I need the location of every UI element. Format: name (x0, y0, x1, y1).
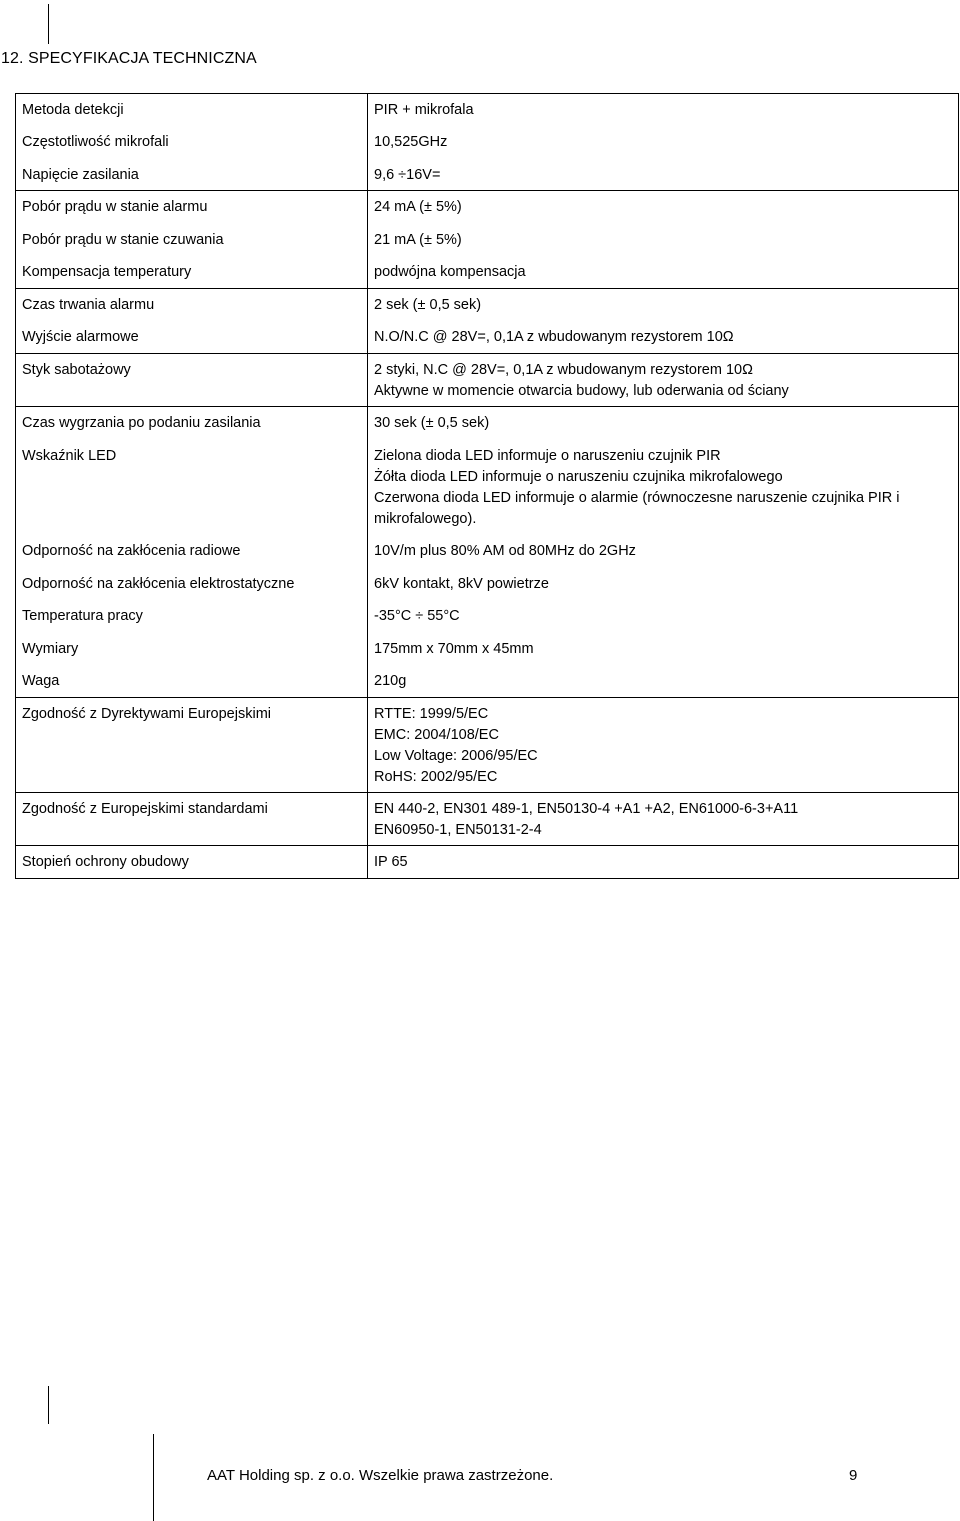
spec-value-line: Zielona dioda LED informuje o naruszeniu czujnik PIR (374, 448, 721, 464)
spec-value-line: 10,525GHz (374, 134, 448, 150)
spec-param: Temperatura pracy (16, 600, 368, 633)
spec-value-line: Żółta dioda LED informuje o naruszeniu czujnika mikrofalowego (374, 469, 783, 485)
spec-param: Pobór prądu w stanie czuwania (16, 224, 368, 256)
spec-value-line: EN 440-2, EN301 489-1, EN50130-4 +A1 +A2, EN61000-6-3+A11 (374, 801, 799, 817)
spec-value-line: 2 styki, N.C @ 28V=, 0,1A z wbudowanym rezystorem 10Ω (374, 362, 753, 378)
spec-row (16, 633, 958, 665)
top-margin-line (48, 4, 49, 44)
spec-row (16, 846, 958, 878)
spec-row (16, 793, 958, 846)
spec-value (368, 793, 958, 845)
spec-value-line: 2 sek (± 0,5 sek) (374, 297, 482, 313)
spec-value-line: Czerwona dioda LED informuje o alarmie (równoczesne naruszenie czujnika PIR i mikrofalowego). (374, 490, 900, 527)
spec-value-line: Aktywne w momencie otwarcia budowy, lub oderwania od ściany (374, 383, 789, 399)
spec-param: Pobór prądu w stanie alarmu (16, 191, 368, 224)
spec-param: Czas wygrzania po podaniu zasilania (16, 407, 368, 440)
spec-row (16, 407, 958, 440)
spec-value (368, 568, 958, 600)
spec-value (368, 698, 958, 792)
spec-value (368, 535, 958, 568)
spec-param: Metoda detekcji (16, 94, 368, 126)
spec-value (368, 256, 958, 288)
spec-row (16, 289, 958, 321)
spec-value-line: podwójna kompensacja (374, 264, 526, 280)
spec-row (16, 568, 958, 600)
spec-param: Waga (16, 665, 368, 697)
spec-param: Zgodność z Europejskimi standardami (16, 793, 368, 845)
spec-value (368, 846, 958, 878)
page-number: 9 (849, 1467, 858, 1484)
spec-param: Stopień ochrony obudowy (16, 846, 368, 878)
spec-value (368, 633, 958, 665)
spec-param: Odporność na zakłócenia radiowe (16, 535, 368, 568)
spec-value (368, 126, 958, 159)
footer-copyright: AAT Holding sp. z o.o. Wszelkie prawa zastrzeżone. (207, 1467, 554, 1484)
spec-row (16, 665, 958, 698)
bottom-margin-line-left (48, 1386, 49, 1424)
spec-value-line: 10V/m plus 80% AM od 80MHz do 2GHz (374, 543, 636, 559)
spec-value (368, 407, 958, 440)
spec-row (16, 94, 958, 126)
spec-value (368, 440, 958, 535)
spec-row (16, 354, 958, 407)
spec-row (16, 191, 958, 224)
spec-value (368, 665, 958, 697)
spec-value-line: EN60950-1, EN50131-2-4 (374, 822, 542, 838)
spec-value (368, 94, 958, 126)
spec-value (368, 289, 958, 321)
spec-value-line: EMC: 2004/108/EC (374, 727, 499, 743)
spec-param: Kompensacja temperatury (16, 256, 368, 288)
spec-value-line: IP 65 (374, 854, 408, 870)
spec-value (368, 354, 958, 406)
spec-value-line: 210g (374, 673, 407, 689)
spec-row (16, 256, 958, 289)
spec-value (368, 600, 958, 633)
spec-value-line: -35°C ÷ 55°C (374, 608, 460, 624)
spec-row (16, 321, 958, 354)
spec-value-line: 24 mA (± 5%) (374, 199, 462, 215)
spec-row (16, 126, 958, 159)
spec-value-line: RTTE: 1999/5/EC (374, 706, 489, 722)
section-heading: 12. SPECYFIKACJA TECHNICZNA (1, 50, 257, 67)
spec-value (368, 224, 958, 256)
spec-row (16, 159, 958, 191)
spec-value-line: 175mm x 70mm x 45mm (374, 641, 534, 657)
spec-param: Czas trwania alarmu (16, 289, 368, 321)
spec-row (16, 440, 958, 535)
spec-param: Napięcie zasilania (16, 159, 368, 190)
spec-table (15, 93, 959, 879)
spec-value-line: 30 sek (± 0,5 sek) (374, 415, 490, 431)
spec-param: Odporność na zakłócenia elektrostatyczne (16, 568, 368, 600)
spec-value-line: 21 mA (± 5%) (374, 232, 462, 248)
spec-row (16, 600, 958, 633)
spec-row (16, 224, 958, 256)
spec-param: Styk sabotażowy (16, 354, 368, 406)
spec-row (16, 698, 958, 793)
spec-value-line: RoHS: 2002/95/EC (374, 769, 498, 785)
spec-value-line: PIR + mikrofala (374, 102, 474, 118)
bottom-margin-line-right (153, 1434, 154, 1521)
spec-param: Częstotliwość mikrofali (16, 126, 368, 159)
spec-param: Wyjście alarmowe (16, 321, 368, 353)
spec-row (16, 535, 958, 568)
spec-value-line: 6kV kontakt, 8kV powietrze (374, 576, 549, 592)
spec-value-line: 9,6 ÷16V= (374, 167, 441, 183)
spec-param: Wymiary (16, 633, 368, 665)
spec-param: Wskaźnik LED (16, 440, 368, 535)
spec-value (368, 159, 958, 190)
spec-value (368, 321, 958, 353)
spec-value-line: N.O/N.C @ 28V=, 0,1A z wbudowanym rezystorem 10Ω (374, 329, 734, 345)
spec-value-line: Low Voltage: 2006/95/EC (374, 748, 538, 764)
spec-param: Zgodność z Dyrektywami Europejskimi (16, 698, 368, 792)
spec-value (368, 191, 958, 224)
